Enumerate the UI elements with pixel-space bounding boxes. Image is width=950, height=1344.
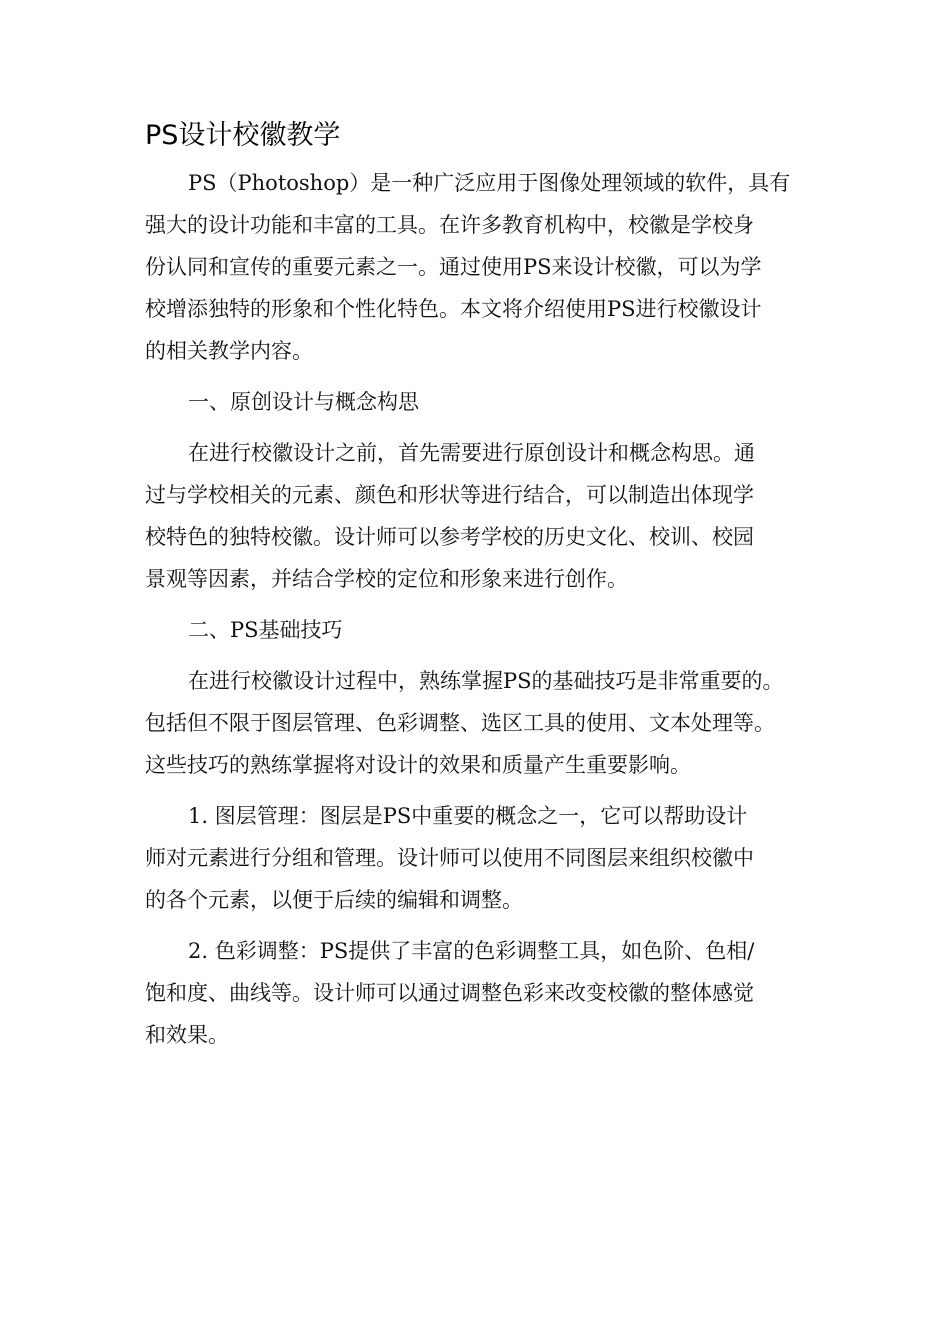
paragraph-line: 和效果。 [145,1023,229,1047]
section-heading-line: 一、原创设计与概念构思 [188,390,419,414]
section-2-paragraph [145,660,825,786]
page-title: PS设计校徽教学 [145,120,341,151]
section-1-paragraph [145,432,825,600]
paragraph-line: 包括但不限于图层管理、色彩调整、选区工具的使用、文本处理等。 [145,711,775,735]
paragraph-line: 2. 色彩调整：PS提供了丰富的色彩调整工具，如色阶、色相/ [188,939,755,963]
paragraph-line: 在进行校徽设计过程中，熟练掌握PS的基础技巧是非常重要的。 [188,669,784,693]
paragraph-line: 师对元素进行分组和管理。设计师可以使用不同图层来组织校徽中 [145,846,754,870]
paragraph-line: PS（Photoshop）是一种广泛应用于图像处理领域的软件，具有 [188,171,791,195]
paragraph-line: 校特色的独特校徽。设计师可以参考学校的历史文化、校训、校园 [145,525,754,549]
section-heading-2 [145,609,825,651]
paragraph-line: 的相关教学内容。 [145,339,313,363]
list-item-1 [145,795,825,921]
paragraph-line: 校增添独特的形象和个性化特色。本文将介绍使用PS进行校徽设计 [145,297,762,321]
paragraph-line: 这些技巧的熟练掌握将对设计的效果和质量产生重要影响。 [145,753,691,777]
paragraph-line: 份认同和宣传的重要元素之一。通过使用PS来设计校徽，可以为学 [145,255,762,279]
section-heading-line: 二、PS基础技巧 [188,618,343,642]
paragraph-line: 强大的设计功能和丰富的工具。在许多教育机构中，校徽是学校身 [145,213,754,237]
document-body [145,162,825,1065]
paragraph-line: 在进行校徽设计之前，首先需要进行原创设计和概念构思。通 [188,441,755,465]
list-item-2 [145,930,825,1056]
paragraph-line: 过与学校相关的元素、颜色和形状等进行结合，可以制造出体现学 [145,483,754,507]
paragraph-line: 景观等因素，并结合学校的定位和形象来进行创作。 [145,567,628,591]
section-heading-1 [145,381,825,423]
paragraph-line: 1. 图层管理：图层是PS中重要的概念之一，它可以帮助设计 [188,804,748,828]
intro-paragraph [145,162,825,372]
paragraph-line: 饱和度、曲线等。设计师可以通过调整色彩来改变校徽的整体感觉 [145,981,754,1005]
paragraph-line: 的各个元素，以便于后续的编辑和调整。 [145,888,523,912]
